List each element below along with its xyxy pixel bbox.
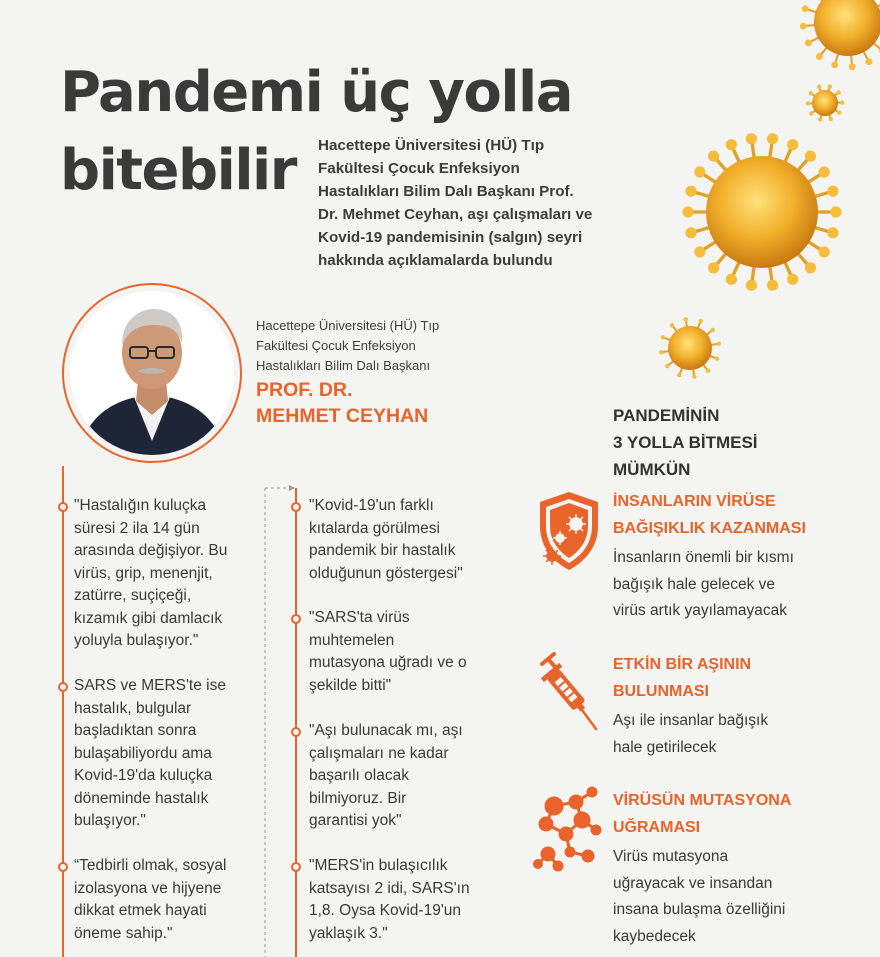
virus-spike-tip [715, 356, 719, 360]
way-3-desc [613, 844, 785, 950]
quote-line: 1,8. Oysa Kovid-19'un [309, 902, 462, 919]
virus-spike-tip [831, 61, 838, 68]
intro-line: Hastalıkları Bilim Dalı Başkanı Prof. [318, 183, 574, 200]
virus-spike-tip [698, 319, 702, 323]
way-1-desc [613, 545, 794, 625]
way-title-line: BULUNMASI [613, 683, 709, 700]
quote-line: "MERS'in bulaşıcılık [309, 857, 448, 874]
virus-spike-tip [802, 5, 809, 12]
quote-right-1 [309, 495, 463, 585]
intro-line: hakkında açıklamalarda bulundu [318, 252, 553, 269]
intro-line: Kovid-19 pandemisinin (salgın) seyri [318, 229, 583, 246]
ways-heading-line: 3 YOLLA BİTMESİ [613, 433, 758, 452]
quote-line: mutasyona uğradı ve o [309, 654, 467, 671]
virus-spike-tip [746, 133, 757, 144]
timeline-dot [291, 727, 301, 737]
virus-body [812, 90, 838, 116]
virus-body [814, 0, 880, 56]
timeline-dot [291, 502, 301, 512]
virus-spike-tip [684, 317, 688, 321]
timeline-dot [58, 682, 68, 692]
virus-spike-tip [805, 40, 812, 47]
virus-spike-tip [809, 91, 813, 95]
virus-spike-tip [840, 100, 844, 104]
way-title-line: UĞRAMASI [613, 819, 701, 836]
coronavirus-illustration [600, 0, 880, 390]
virus-spike-tip [717, 342, 721, 346]
timeline-dot [291, 614, 301, 624]
virus-spike-tip [829, 117, 833, 121]
quote-line: SARS ve MERS'te ise [74, 677, 226, 694]
virus-spike-tip [800, 23, 807, 30]
virus-spike-tip [827, 227, 838, 238]
intro-line: Hacettepe Üniversitesi (HÜ) Tıp [318, 137, 545, 154]
virus-spike-tip [726, 139, 737, 150]
timeline-connector [255, 484, 305, 957]
shield-virus-icon [536, 490, 602, 572]
name-line: MEHMET CEYHAN [256, 405, 429, 427]
virus-body [706, 156, 818, 268]
quote-line: izolasyona ve hijyene [74, 879, 222, 897]
way-desc-line: hale getirilecek [613, 738, 717, 756]
intro-text [318, 134, 608, 272]
virus-spike-tip [816, 53, 823, 60]
virus-spike-tip [746, 280, 757, 291]
virus-spike-tip [682, 206, 693, 217]
virus-spike-tip [692, 375, 696, 379]
virus-spike-tip [809, 111, 813, 115]
way-title-line: İNSANLARIN VİRÜSE [613, 493, 776, 510]
virus-spike-tip [818, 117, 822, 121]
portrait-photo [70, 291, 234, 455]
virus-body [668, 326, 712, 370]
intro-line: Dr. Mehmet Ceyhan, aşı çalışmaları ve [318, 206, 593, 223]
quote-line: "Aşı bulunacak mı, aşı [309, 722, 463, 739]
quote-line: pandemik bir hastalık [309, 542, 456, 559]
quote-line: bulaşıyor." [74, 812, 146, 829]
way-desc-line: uğrayacak ve insandan [613, 874, 773, 892]
quote-line: dikkat etmek hayati [74, 902, 207, 919]
quote-line: başarılı olacak [309, 767, 409, 784]
portrait-frame [62, 283, 242, 463]
way-desc-line: insana bulaşma özelliğini [613, 901, 786, 918]
virus-spike-tip [670, 323, 674, 327]
quote-line: kıtalarda görülmesi [309, 519, 440, 537]
virus-spike-tip [708, 151, 719, 162]
way-desc-line: Virüs mutasyona [613, 848, 729, 865]
virus-spike-tip [767, 133, 778, 144]
virus-spike-tip [805, 262, 816, 273]
intro-line: Fakültesi Çocuk Enfeksiyon [318, 160, 520, 177]
quote-left-2 [74, 675, 226, 833]
way-2-title [613, 651, 751, 705]
quote-right-2 [309, 607, 467, 697]
virus-spike-tip [767, 280, 778, 291]
virus-spike-tip [711, 328, 715, 332]
name-line: PROF. DR. [256, 379, 353, 401]
quote-line: olduğunun göstergesi" [309, 564, 463, 582]
way-desc-line: virüs artık yayılamayacak [613, 602, 787, 619]
quote-line: çalışmaları ne kadar [309, 744, 449, 762]
timeline-dot [58, 502, 68, 512]
virus-spike-tip [708, 262, 719, 273]
virus-spike-tip [837, 110, 841, 114]
syringe-icon [538, 652, 600, 732]
quote-right-3 [309, 720, 463, 833]
virus-spike-tip [677, 373, 681, 377]
quote-line: "Kovid-19'un farklı [309, 497, 434, 514]
quote-left-1 [74, 495, 227, 653]
timeline-dot [58, 862, 68, 872]
virus-particle [659, 317, 721, 379]
quote-line: “Tedbirli olmak, sosyal [74, 857, 227, 874]
quote-line: garantisi yok" [309, 812, 402, 829]
quote-line: döneminde hastalık [74, 789, 209, 807]
quote-line: bulaşabiliyordu ama [74, 744, 212, 762]
virus-spike-tip [849, 63, 856, 70]
ways-heading-line: MÜMKÜN [613, 460, 691, 479]
virus-spike-tip [665, 364, 669, 368]
role-line: Fakültesi Çocuk Enfeksiyon [256, 338, 416, 353]
way-desc-line: bağışık hale gelecek ve [613, 575, 775, 593]
quote-line: "Hastalığın kuluçka [74, 497, 207, 514]
quote-line: yoluyla bulaşıyor." [74, 632, 199, 649]
quote-right-4 [309, 855, 470, 945]
virus-spike-tip [685, 186, 696, 197]
ways-heading [613, 402, 758, 483]
timeline-left [62, 466, 64, 957]
quote-line: arasında değişiyor. Bu [74, 542, 228, 559]
quote-line: zatürre, suçiçeği, [74, 587, 192, 604]
virus-particle [806, 84, 845, 121]
way-title-line: BAĞIŞIKLIK KAZANMASI [613, 520, 806, 537]
virus-spike-tip [817, 85, 821, 89]
quote-line: bilmiyoruz. Bir [309, 789, 407, 807]
way-title-line: ETKİN BİR AŞININ [613, 656, 752, 673]
timeline-dot [291, 862, 301, 872]
virus-spike-tip [806, 101, 810, 105]
way-2-desc [613, 708, 768, 761]
virus-spike-tip [787, 139, 798, 150]
virus-particle [682, 133, 841, 291]
virus-spike-tip [828, 84, 832, 88]
way-3-title [613, 787, 791, 841]
virus-spike-tip [706, 369, 710, 373]
profile-name [256, 377, 428, 429]
quote-line: süresi 2 ila 14 gün [74, 519, 200, 537]
virus-spike-tip [805, 151, 816, 162]
quote-left-3 [74, 855, 226, 945]
virus-spike-tip [787, 274, 798, 285]
way-desc-line: kaybedecek [613, 927, 696, 945]
quote-line: muhtemelen [309, 631, 395, 649]
molecules-icon [532, 784, 602, 880]
quote-line: şekilde bitti" [309, 676, 392, 694]
quote-line: "SARS'ta virüs [309, 609, 410, 626]
way-title-line: VİRÜSÜN MUTASYONA [613, 792, 792, 809]
virus-spike-tip [819, 166, 830, 177]
role-line: Hastalıkları Bilim Dalı Başkanı [256, 358, 431, 373]
title-line-2: bitebilir [60, 138, 296, 203]
way-1-title [613, 488, 806, 542]
virus-spike-tip [830, 206, 841, 217]
quote-line: kızamık gibi damlacık [74, 609, 223, 627]
virus-spike-tip [694, 246, 705, 257]
virus-spike-tip [685, 227, 696, 238]
virus-spike-tip [694, 166, 705, 177]
virus-spike-tip [661, 335, 665, 339]
quote-line: hastalık, bulgular [74, 699, 192, 717]
virus-particle [800, 0, 880, 70]
quote-line: virüs, grip, menenjit, [74, 564, 213, 582]
quote-line: Kovid-19'da kuluçka [74, 767, 213, 784]
way-desc-line: İnsanların önemli bir kısmı [613, 549, 794, 566]
title-line-1: Pandemi üç yolla [60, 60, 573, 125]
quote-line: katsayısı 2 idi, SARS'ın [309, 879, 470, 897]
quote-line: öneme sahip." [74, 924, 173, 942]
virus-spike-tip [836, 90, 840, 94]
quote-line: başladıktan sonra [74, 722, 197, 739]
virus-spike-tip [866, 58, 873, 65]
virus-spike-tip [819, 246, 830, 257]
quote-line: yaklaşık 3." [309, 924, 388, 942]
way-desc-line: Aşı ile insanlar bağışık [613, 712, 769, 729]
virus-spike-tip [726, 274, 737, 285]
virus-spike-tip [827, 186, 838, 197]
profile-role [256, 316, 506, 376]
role-line: Hacettepe Üniversitesi (HÜ) Tıp [256, 318, 440, 333]
virus-spike-tip [659, 350, 663, 354]
ways-heading-line: PANDEMİNİN [613, 406, 720, 425]
